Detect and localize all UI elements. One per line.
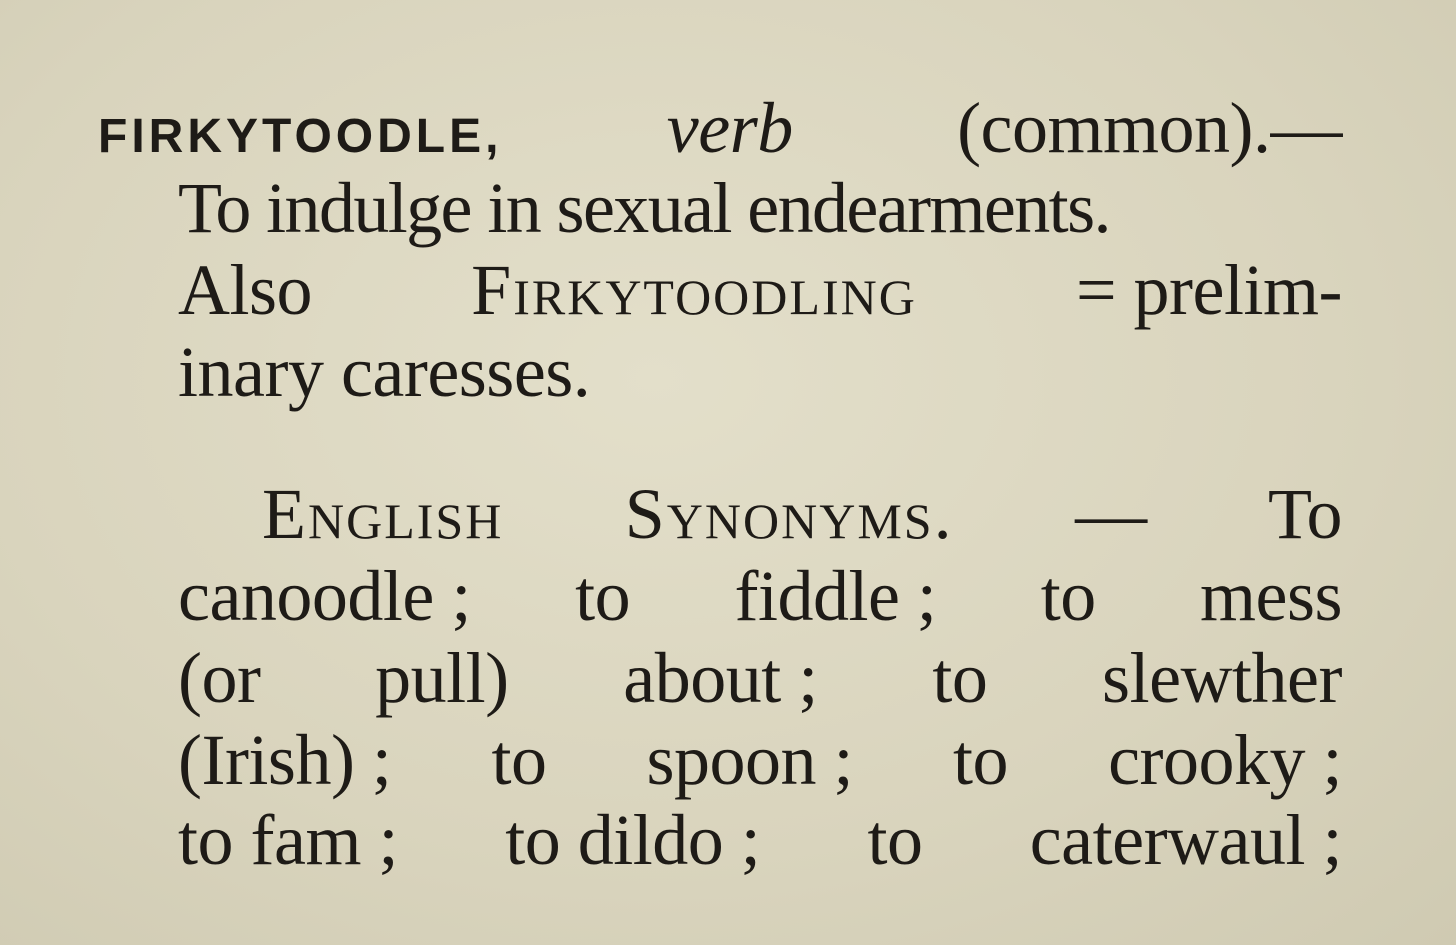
synonym-word: fiddle ;: [734, 556, 937, 636]
synonym-word: pull): [375, 638, 509, 718]
synonym-word: spoon ;: [646, 720, 854, 800]
synonyms-heading-dash: —: [1075, 474, 1147, 554]
synonym-word: to fam ;: [178, 800, 398, 880]
synonym-word: to: [575, 556, 631, 636]
synonyms-heading-word2: Synonyms.: [624, 474, 954, 554]
usage-label: (common).—: [957, 88, 1342, 168]
definition-line-3: [178, 332, 591, 412]
synonyms-line: [178, 556, 1342, 636]
synonyms-heading-line: [262, 474, 1342, 554]
synonym-word: crooky ;: [1108, 720, 1342, 800]
synonym-word: to: [932, 638, 988, 718]
synonyms-heading-word1: English: [262, 474, 504, 554]
synonym-word: (or: [178, 638, 261, 718]
synonyms-line: [178, 638, 1342, 718]
definition-line-2: [178, 250, 1342, 330]
synonym-word: (Irish) ;: [178, 720, 392, 800]
definition-text-1: To indulge in sexual endearments.: [178, 168, 1110, 248]
definition-line-1: [178, 168, 1342, 248]
synonyms-line: [178, 720, 1342, 800]
definition-text-2-suffix: = prelim-: [1075, 250, 1342, 330]
synonym-word: to: [491, 720, 547, 800]
synonyms-line: [178, 800, 1342, 880]
also-label: Also: [178, 250, 313, 330]
synonyms-line1-end: To: [1268, 474, 1342, 554]
synonym-word: slewther: [1102, 638, 1342, 718]
synonym-word: to: [867, 800, 923, 880]
synonym-word: to: [1040, 556, 1096, 636]
definition-text-3: inary caresses.: [178, 332, 591, 412]
part-of-speech: verb: [666, 88, 793, 168]
synonym-word: mess: [1200, 556, 1342, 636]
synonym-word: to dildo ;: [505, 800, 761, 880]
synonym-word: to: [953, 720, 1009, 800]
entry-heading-line: [98, 88, 1342, 168]
synonym-word: caterwaul ;: [1029, 800, 1342, 880]
synonym-word: about ;: [623, 638, 818, 718]
variant-word: Firkytoodling: [471, 250, 917, 330]
headword: FIRKYTOODLE,: [98, 110, 503, 163]
synonym-word: canoodle ;: [178, 556, 471, 636]
